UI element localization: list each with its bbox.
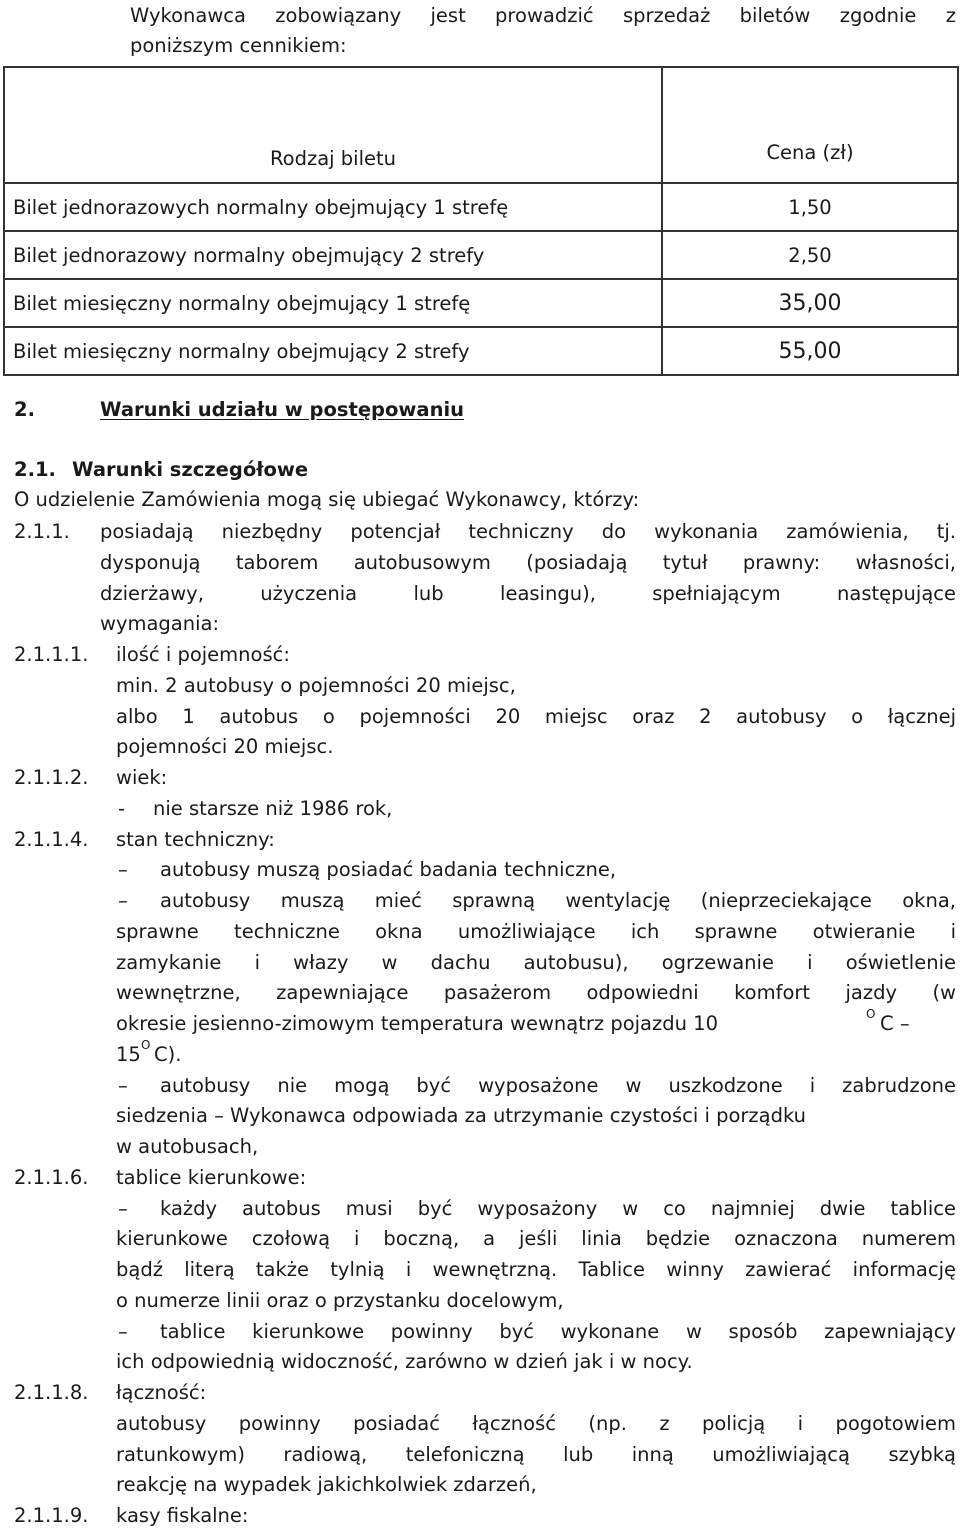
paragraph-line: o numerze linii oraz o przystanku docelowym, [116, 1289, 564, 1312]
ticket-price-cell: 2,50 [662, 231, 958, 279]
list-dash: – [118, 889, 128, 912]
paragraph-line: ratunkowym) radiową, telefoniczną lub inną umożliwiającą szybką [116, 1443, 956, 1466]
list-dash: – [118, 858, 128, 881]
intro-line-1: Wykonawca zobowiązany jest prowadzić sprzedaż biletów zgodnie z [130, 4, 956, 27]
ticket-type-cell: Bilet jednorazowych normalny obejmujący 1 strefę [4, 183, 662, 231]
item-number: 2.1.1.2. [14, 766, 89, 789]
table-row [4, 183, 958, 231]
list-item: autobusy nie mogą być wyposażone w uszkodzone i zabrudzone [160, 1074, 956, 1097]
ticket-price-cell: 55,00 [662, 327, 958, 375]
paragraph-line: wymagania: [100, 612, 220, 635]
ticket-type-cell: Bilet miesięczny normalny obejmujący 1 strefę [4, 279, 662, 327]
item-number: 2.1.1. [14, 520, 70, 543]
item-title: tablice kierunkowe: [116, 1166, 307, 1189]
item-title: stan techniczny: [116, 828, 275, 851]
paragraph-line: bądź literą także tylnią i wewnętrzną. Tablice winny zawierać informację [116, 1258, 956, 1281]
intro-line-2: poniższym cennikiem: [130, 34, 347, 57]
item-number: 2.1.1.4. [14, 828, 89, 851]
paragraph-line: dysponują taborem autobusowym (posiadają tytuł prawny: własności, [100, 551, 956, 574]
list-dash: – [118, 1320, 128, 1343]
paragraph-line: autobusy powinny posiadać łączność (np. z policją i pogotowiem [116, 1412, 956, 1435]
item-title: kasy fiskalne: [116, 1504, 249, 1527]
degree-sup: O [141, 1038, 151, 1052]
paragraph-line: ich odpowiednią widoczność, zarówno w dzień jak i w nocy. [116, 1350, 693, 1373]
section-2-number: 2. [14, 398, 35, 421]
paragraph-line: pojemności 20 miejsc. [116, 735, 334, 758]
price-table-header [4, 67, 958, 183]
header-price: Cena (zł) [662, 67, 958, 183]
list-dash: - [118, 797, 126, 820]
paragraph-line: dzierżawy, użyczenia lub leasingu), spełniającym następujące [100, 582, 956, 605]
list-item: nie starsze niż 1986 rok, [153, 797, 393, 820]
list-item: autobusy muszą mieć sprawną wentylację (nieprzeciekające okna, [160, 889, 956, 912]
paragraph-line: min. 2 autobusy o pojemności 20 miejsc, [116, 674, 516, 697]
item-number: 2.1.1.1. [14, 643, 89, 666]
paragraph-line: sprawne techniczne okna umożliwiające ich sprawne otwieranie i [116, 920, 956, 943]
paragraph-line: w autobusach, [116, 1135, 259, 1158]
paragraph-line: 15 [116, 1043, 141, 1066]
item-title: wiek: [116, 766, 168, 789]
item-number: 2.1.1.8. [14, 1381, 89, 1404]
paragraph-line: C – [880, 1012, 910, 1035]
table-row [4, 231, 958, 279]
item-number: 2.1.1.9. [14, 1504, 89, 1527]
section-2-1-number: 2.1. [14, 458, 56, 481]
paragraph-line: albo 1 autobus o pojemności 20 miejsc oraz 2 autobusy o łącznej [116, 705, 956, 728]
paragraph-line: okresie jesienno-zimowym temperatura wewnątrz pojazdu 10 [116, 1012, 718, 1035]
item-title: ilość i pojemność: [116, 643, 290, 666]
paragraph-line: wewnętrzne, zapewniające pasażerom odpowiedni komfort jazdy (w [116, 981, 956, 1004]
list-item: każdy autobus musi być wyposażony w co najmniej dwie tablice [160, 1197, 956, 1220]
ticket-type-cell: Bilet jednorazowy normalny obejmujący 2 strefy [4, 231, 662, 279]
item-title: łączność: [116, 1381, 207, 1404]
price-table [3, 66, 959, 376]
paragraph-line: kierunkowe czołową i boczną, a jeśli linia będzie oznaczona numerem [116, 1227, 956, 1250]
list-dash: – [118, 1197, 128, 1220]
paragraph-line: C). [154, 1043, 182, 1066]
table-row [4, 279, 958, 327]
list-dash: – [118, 1074, 128, 1097]
list-item: autobusy muszą posiadać badania techniczne, [160, 858, 617, 881]
ticket-type-cell: Bilet miesięczny normalny obejmujący 2 strefy [4, 327, 662, 375]
ticket-price-cell: 35,00 [662, 279, 958, 327]
item-number: 2.1.1.6. [14, 1166, 89, 1189]
ticket-price-cell: 1,50 [662, 183, 958, 231]
paragraph-line: O udzielenie Zamówienia mogą się ubiegać Wykonawcy, którzy: [14, 488, 640, 511]
table-row [4, 327, 958, 375]
section-2-1-title: Warunki szczegółowe [72, 458, 309, 481]
paragraph-line: siedzenia – Wykonawca odpowiada za utrzymanie czystości i porządku [116, 1104, 807, 1127]
header-ticket-type: Rodzaj biletu [4, 67, 662, 183]
paragraph-line: zamykanie i włazy w dachu autobusu), ogrzewanie i oświetlenie [116, 951, 956, 974]
degree-sup: O [866, 1007, 876, 1021]
list-item: tablice kierunkowe powinny być wykonane w sposób zapewniający [160, 1320, 956, 1343]
paragraph-line: reakcję na wypadek jakichkolwiek zdarzeń, [116, 1473, 537, 1496]
section-2-title: Warunki udziału w postępowaniu [100, 398, 465, 421]
paragraph-line: posiadają niezbędny potencjał techniczny do wykonania zamówienia, tj. [100, 520, 956, 543]
